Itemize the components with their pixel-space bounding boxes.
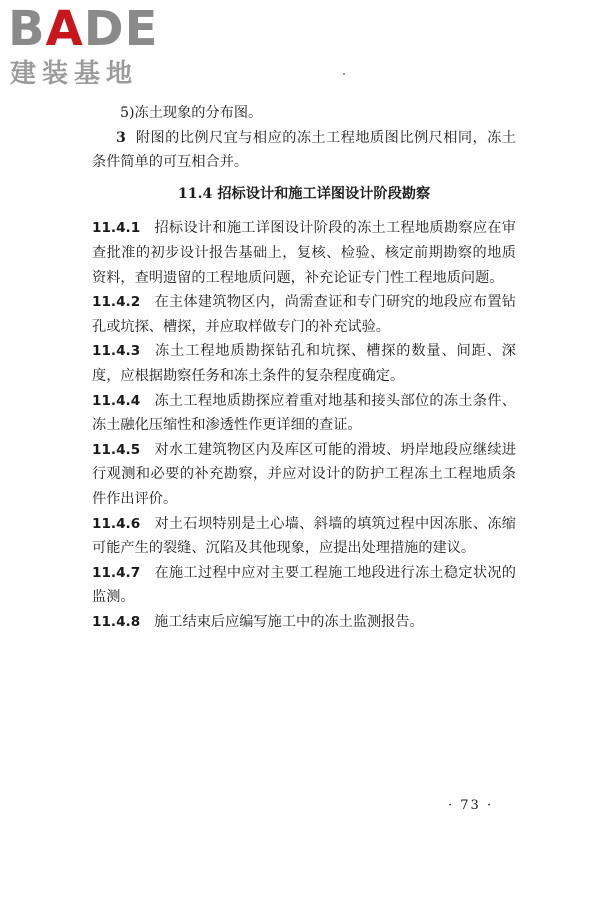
clause-text: 附图的比例尺宜与相应的冻土工程地质图比例尺相同，冻土条件简单的可互相合并。 — [92, 129, 516, 171]
logo-wordmark — [8, 1, 159, 57]
entry-number: 11.4.5 — [92, 441, 141, 458]
page-number: · 73 · — [448, 798, 494, 813]
logo-letters-de: DE — [83, 1, 159, 57]
scan-speck — [343, 73, 345, 75]
list-item-5: 5)冻土现象的分布图。 — [120, 105, 263, 121]
entry-text: 招标设计和施工详图设计阶段的冻土工程地质勘察应在审查批准的初步设计报告基础上，复核、检验、核定前期勘察的地质资料，查明遗留的工程地质问题，补充论证专门性工程地质问题。 — [92, 220, 516, 286]
clause-number: 3 — [116, 129, 126, 146]
logo-letter-a: A — [45, 1, 84, 57]
logo-subtitle: 建装基地 — [10, 59, 139, 89]
entry-text: 在施工过程中应对主要工程施工地段进行冻土稳定状况的监测。 — [92, 564, 516, 606]
section-entry — [92, 610, 516, 635]
section-heading: 11.4 招标设计和施工详图设计阶段勘察 — [177, 185, 431, 202]
section-entry — [92, 339, 516, 388]
section-entry — [92, 216, 516, 290]
entry-text: 对水工建筑物区内及库区可能的滑坡、坍岸地段应继续进行观测和必要的补充勘察，并应对设计的防护工程冻土工程地质条件作出评价。 — [92, 441, 516, 507]
entry-text: 冻土工程地质勘探钻孔和坑探、槽探的数量、间距、深度，应根据勘察任务和冻土条件的复杂程度确定。 — [92, 343, 516, 384]
page-content — [92, 101, 516, 634]
entry-text: 对土石坝特别是土心墙、斜墙的填筑过程中因冻胀、冻缩可能产生的裂缝、沉陷及其他现象，应提出处理措施的建议。 — [92, 515, 516, 557]
entry-number: 11.4.2 — [92, 294, 141, 311]
section-entry — [92, 512, 516, 561]
section-entry — [92, 290, 516, 339]
entry-text: 施工结束后应编写施工中的冻土监测报告。 — [154, 613, 424, 630]
entry-number: 11.4.7 — [92, 564, 141, 581]
bade-logo — [8, 1, 178, 96]
entry-text: 在主体建筑物区内，尚需查证和专门研究的地段应布置钻孔或坑探、槽探，并应取样做专门的补充试验。 — [92, 294, 516, 335]
entry-number: 11.4.3 — [92, 343, 141, 360]
entry-number: 11.4.1 — [92, 220, 141, 237]
entry-number: 11.4.6 — [92, 515, 141, 532]
section-entry — [92, 438, 516, 512]
logo-letter-b: B — [8, 1, 46, 57]
section-entry — [92, 561, 516, 610]
clause-3 — [92, 126, 516, 175]
section-entries — [92, 216, 516, 634]
section-entry — [92, 389, 516, 438]
entry-text: 冻土工程地质勘探应着重对地基和接头部位的冻土条件、冻土融化压缩性和渗透性作更详细的查证。 — [92, 392, 516, 434]
entry-number: 11.4.4 — [92, 392, 141, 409]
entry-number: 11.4.8 — [92, 613, 141, 630]
